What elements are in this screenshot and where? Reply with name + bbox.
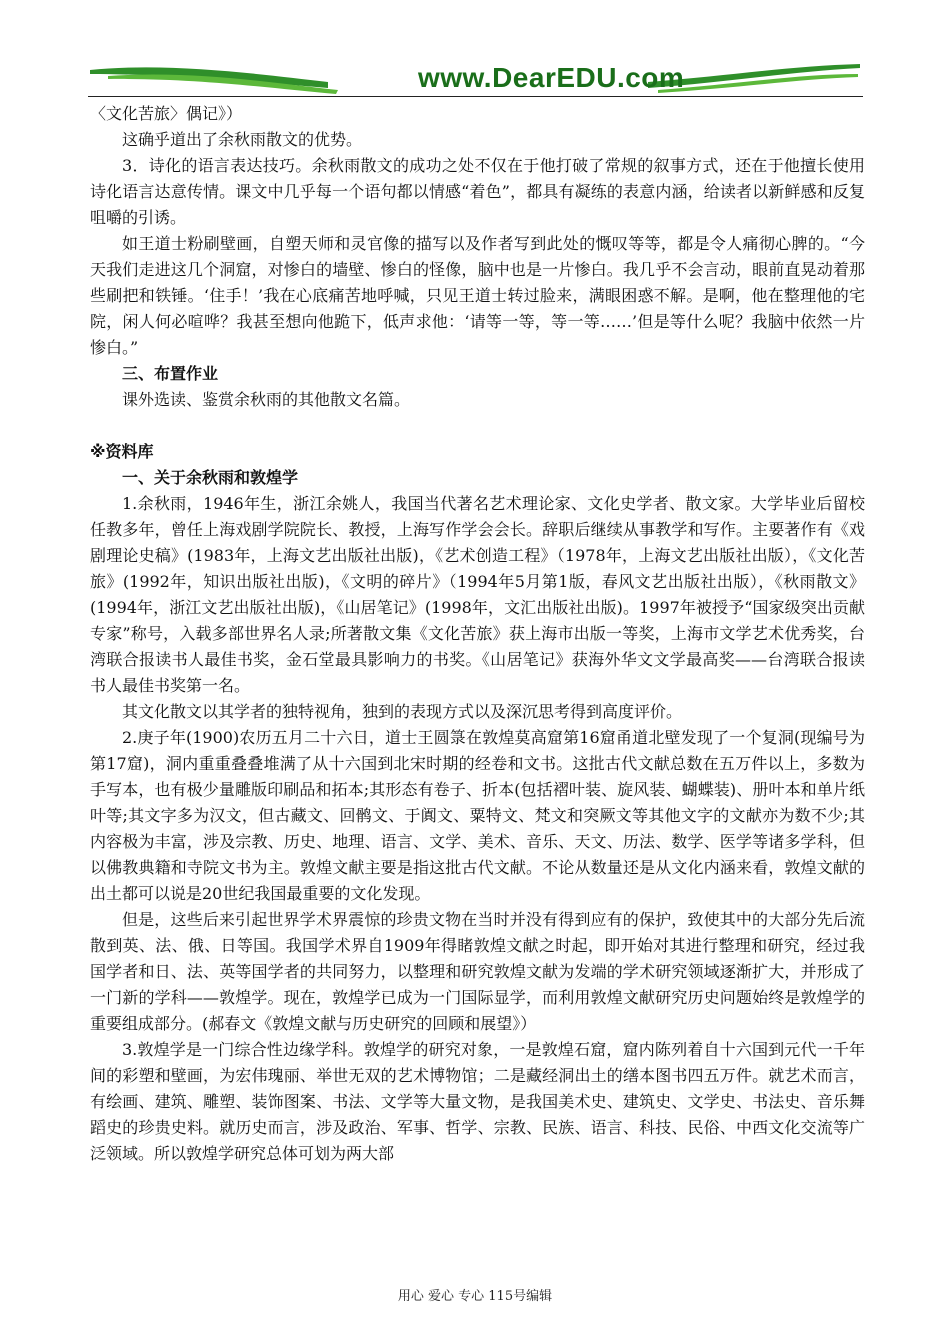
section-heading: ※资料库 — [90, 442, 154, 461]
paragraph: 但是，这些后来引起世界学术界震惊的珍贵文物在当时并没有得到应有的保护，致使其中的大部分先后流散到英、法、俄、日等国。我国学术界自1909年得睹敦煌文献之时起，即开始对其进行整理和研究，经过我国学者和日、法、英等国学者的共同努力，以整理和研究敦煌文献为发端的学术研究领域逐渐扩大，并形成了一门新的学科——敦煌学。现在，敦煌学已成为一门国际显学，而利用敦煌文献研究历史问题始终是敦煌学的重要组成部分。(郝春文《敦煌文献与历史研究的回顾和展望》） — [90, 910, 865, 1033]
paragraph: 课外选读、鉴赏余秋雨的其他散文名篇。 — [122, 390, 411, 409]
paragraph: 1.余秋雨，1946年生，浙江余姚人，我国当代著名艺术理论家、文化史学者、散文家。大学毕业后留校任教多年，曾任上海戏剧学院院长、教授，上海写作学会会长。辞职后继续从事教学和写作。主要著作有《戏剧理论史稿》(1983年，上海文艺出版社出版)，《艺术创造工程》（1978年，上海文艺出版社出版），《文化苦旅》(1992年，知识出版社出版)，《文明的碎片》（1994年5月第1版，春风文艺出版社出版），《秋雨散文》(1994年，浙江文艺出版社出版)，《山居笔记》(1998年，文汇出版社出版)。1997年被授予“国家级突出贡献专家”称号，入载多部世界名人录;所著散文集《文化苦旅》获上海市出版一等奖，上海市文学艺术优秀奖，台湾联合报读书人最佳书奖，金石堂最具影响力的书奖。《山居笔记》获海外华文文学最高奖——台湾联合报读书人最佳书奖第一名。 — [90, 494, 865, 695]
page-header — [88, 52, 863, 98]
paragraph: 〈文化苦旅〉偶记》） — [90, 104, 243, 123]
paragraph: 3.敦煌学是一门综合性边缘学科。敦煌学的研究对象，一是敦煌石窟，窟内陈列着自十六国到元代一千年间的彩塑和壁画，为宏伟瑰丽、举世无双的艺术博物馆；二是藏经洞出土的缮本图书四五万件。就艺术而言，有绘画、建筑、雕塑、装饰图案、书法、文学等大量文物，是我国美术史、建筑史、文学史、书法史、音乐舞蹈史的珍贵史料。就历史而言，涉及政治、军事、哲学、宗教、民族、语言、科技、民俗、中西文化交流等广泛领域。所以敦煌学研究总体可划为两大部 — [90, 1040, 865, 1163]
page-footer: 用心 爱心 专心 115号编辑 — [397, 1289, 553, 1304]
paragraph: 2.庚子年(1900)农历五月二十六日，道士王圆箓在敦煌莫高窟第16窟甬道北壁发现了一个复洞(现编号为第17窟)，洞内重重叠叠堆满了从十六国到北宋时期的经卷和文书。这批古代文献总数在五万件以上，多数为手写本，也有极少量雕版印刷品和拓本;其形态有卷子、折本(包括褶叶装、旋风装、蝴蝶装)、册叶本和单片纸叶等;其文字多为汉文，但古藏文、回鹘文、于阗文、粟特文、梵文和突厥文等其他文字的文献亦为数不少;其内容极为丰富，涉及宗教、历史、地理、语言、文学、美术、音乐、天文、历法、数学、医学等诸多学科，但以佛教典籍和寺院文书为主。敦煌文献主要是指这批古代文献。不论从数量还是从文化内涵来看，敦煌文献的出土都可以说是20世纪我国最重要的文化发现。 — [90, 728, 865, 903]
section-heading: 三、布置作业 — [122, 364, 219, 383]
blank-line — [90, 413, 865, 439]
paragraph: 这确乎道出了余秋雨散文的优势。 — [122, 130, 363, 149]
section-heading: 一、关于余秋雨和敦煌学 — [122, 468, 299, 487]
header-divider — [88, 96, 863, 97]
paragraph: 3．诗化的语言表达技巧。余秋雨散文的成功之处不仅在于他打破了常规的叙事方式，还在于他擅长使用诗化语言达意传情。课文中几乎每一个语句都以情感“着色”，都具有凝练的表意内涵，给读者以新鲜感和反复咀嚼的引诱。 — [90, 156, 865, 227]
document-body — [90, 101, 865, 1167]
paragraph: 如王道士粉刷壁画，自塑天师和灵官像的描写以及作者写到此处的慨叹等等，都是令人痛彻心脾的。“今天我们走进这几个洞窟，对惨白的墙壁、惨白的怪像，脑中也是一片惨白。我几乎不会言动，眼前直晃动着那些刷把和铁锤。‘住手！’我在心底痛苦地呼喊，只见王道士转过脸来，满眼困惑不解。是啊，他在整理他的宅院，闲人何必喧哗？我甚至想向他跪下，低声求他：‘请等一等，等一等……’但是等什么呢？我脑中依然一片惨白。” — [90, 234, 865, 357]
site-logo[interactable]: www.DearEDU.com — [418, 62, 685, 93]
paragraph: 其文化散文以其学者的独特视角，独到的表现方式以及深沉思考得到高度评价。 — [122, 702, 683, 721]
